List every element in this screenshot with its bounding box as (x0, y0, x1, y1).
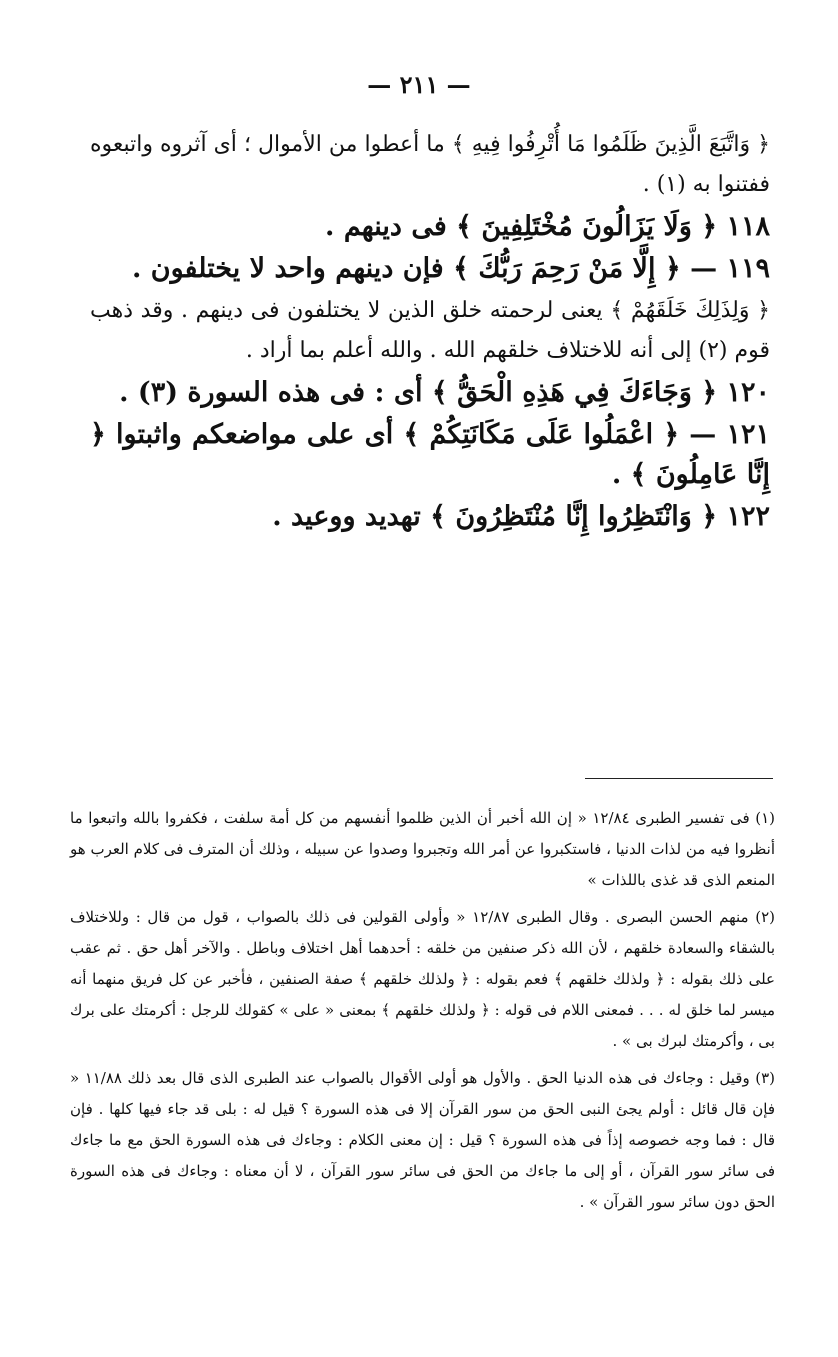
verse-119: ١١٩ — ﴿ إِلَّا مَنْ رَحِمَ رَبُّكَ ﴾ فإن دينهم واحد لا يختلفون . (131, 253, 770, 284)
footnote-divider (585, 778, 773, 779)
verse-120: ١٢٠ ﴿ وَجَاءَكَ فِي هَذِهِ الْحَقُّ ﴾ أى : فى هذه السورة (٣) . (119, 377, 770, 408)
verse-118: ١١٨ ﴿ وَلَا يَزَالُونَ مُخْتَلِفِينَ ﴾ فى دينهم . (325, 211, 770, 242)
main-paragraph: ﴿ وَلِذَلِكَ خَلَقَهُمْ ﴾ يعنى لرحمته خلق الذين لا يختلفون فى دينهم . وقد ذهب قوم (٢) إلى أنه للاختلاف خلقهم الله . والله أعلم بما أراد . (90, 298, 770, 363)
main-paragraph: ﴿ وَاتَّبَعَ الَّذِينَ ظَلَمُوا مَا أُتْرِفُوا فِيهِ ﴾ ما أعطوا من الأموال ؛ أى آثروه واتبعوه ففتنوا به (١) . (90, 132, 770, 197)
footnote-3: (٣) وقيل : وجاءك فى هذه الدنيا الحق . والأول هو أولى الأقوال بالصواب عند الطبرى الذى قال بعد ذلك ١١/٨٨ « فإن قال قائل : أولم يجئ النبى الحق من سور القرآن إلا فى هذه السورة ؟ قيل له : بلى قد جاء فيها كلها . فإن قال : فما وجه خصوصه إذاً فى هذه السورة ؟ قيل : إن معنى الكلام : وجاءك فى هذه السورة الحق مع ما جاءك فى سائر سور القرآن ، أو إلى ما جاءك من الحق فى سائر سور القرآن ، لا أن معناه : وجاءك فى هذه السورة الحق دون سائر سور القرآن » . (70, 1069, 775, 1211)
footnote-2: (٢) منهم الحسن البصرى . وقال الطبرى ١٢/٨٧ « وأولى القولين فى ذلك بالصواب ، قول من قال : وللاختلاف بالشقاء والسعادة خلقهم ، لأن الله ذكر صنفين من خلقه : أحدهما أهل اختلاف وباطل . والآخر أهل حق . ثم عقب على ذلك بقوله : ﴿ ولذلك خلقهم ﴾ فعم بقوله : ﴿ ولذلك خلقهم ﴾ صفة الصنفين ، فأخبر عن كل فريق منهما أنه ميسر لما خلق له . . . فمعنى اللام فى قوله : ﴿ ولذلك خلقهم ﴾ بمعنى « على » كقولك للرجل : أكرمتك على برك بى ، وأكرمتك لبرك بى » . (70, 908, 775, 1050)
verse-122: ١٢٢ ﴿ وَانْتَظِرُوا إِنَّا مُنْتَظِرُونَ ﴾ تهديد ووعيد . (272, 501, 770, 532)
page-number: — ٢١١ — (367, 70, 471, 99)
footnotes (70, 803, 775, 1224)
main-text (90, 125, 770, 539)
verse-121: ١٢١ — ﴿ اعْمَلُوا عَلَى مَكَانَتِكُمْ ﴾ أى على مواضعكم واثبتوا ﴿ إِنَّا عَامِلُونَ ﴾ . (90, 419, 770, 490)
footnote-1: (١) فى تفسير الطبرى ١٢/٨٤ « إن الله أخبر أن الذين ظلموا أنفسهم من كل أمة سلفت ، فكفروا بالله واتبعوا ما أنظروا فيه من لذات الدنيا ، فاستكبروا عن أمر الله وتجبروا وصدوا عن سبيله ، وذلك أن المترف فى كلام العرب هو المنعم الذى قد غذى باللذات » (70, 809, 775, 889)
